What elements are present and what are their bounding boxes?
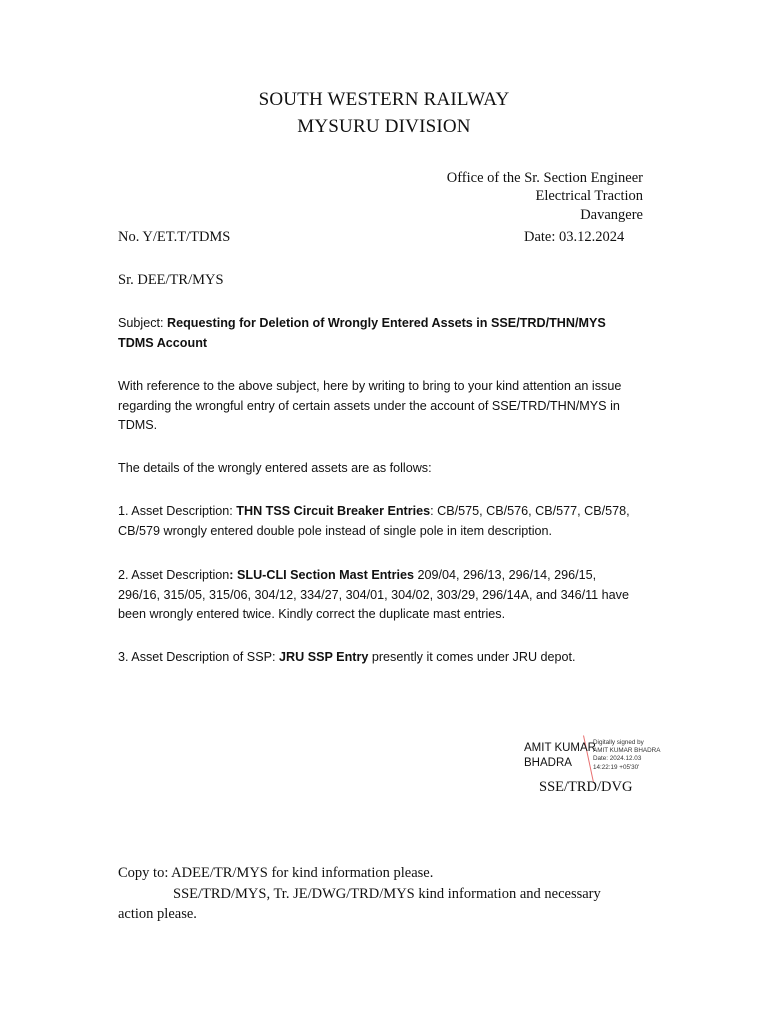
signer-designation: SSE/TRD/DVG <box>539 779 633 795</box>
intro-paragraph: With reference to the above subject, here by writing to bring to your kind attention an issue regarding the wrongful entry of certain assets under the account of SSE/TRD/THN/MYS in TDMS. <box>118 379 622 432</box>
reference-number: No. Y/ET.T/TDMS <box>118 229 231 245</box>
copy-to-line: Copy to: ADEE/TR/MYS for kind information please. <box>118 865 434 881</box>
division-name: MYSURU DIVISION <box>297 116 471 137</box>
signer-name <box>524 741 596 771</box>
item-text: presently it comes under JRU depot. <box>368 650 576 664</box>
item-prefix: 2. Asset Description <box>118 568 230 582</box>
asset-item-2 <box>118 566 638 625</box>
item-prefix: 3. Asset Description of SSP: <box>118 650 279 664</box>
copy-to-recipients: SSE/TRD/MYS, Tr. JE/DWG/TRD/MYS kind information and necessary <box>173 886 601 902</box>
details-intro: The details of the wrongly entered assets are as follows: <box>118 461 432 475</box>
office-title: Office of the Sr. Section Engineer <box>446 170 643 186</box>
item-text: : CB/575, CB/576, CB/577, CB/578, CB/579 wrongly entered double pole instead of single pole in item description. <box>118 504 630 538</box>
signature-meta-line: Date: 2024.12.03 <box>593 755 642 763</box>
organization-name: SOUTH WESTERN RAILWAY <box>258 89 510 110</box>
addressee: Sr. DEE/TR/MYS <box>118 272 224 288</box>
office-department: Electrical Traction <box>535 188 643 204</box>
subject-label: Subject: <box>118 316 168 330</box>
item-title: THN TSS Circuit Breaker Entries <box>236 504 431 518</box>
copy-to-action: action please. <box>118 906 197 922</box>
letter-date: Date: 03.12.2024 <box>524 229 625 245</box>
signer-name-line2: BHADRA <box>524 757 572 769</box>
signer-name-line1: AMIT KUMAR <box>524 742 596 754</box>
signature-meta-line: AMIT KUMAR BHADRA <box>593 747 661 755</box>
signature-meta-line: Digitally signed by <box>593 739 644 746</box>
asset-item-1 <box>118 502 638 541</box>
signature-meta-line: 14:22:19 +05'30' <box>593 763 640 771</box>
item-title: : SLU-CLI Section Mast Entries <box>229 568 415 582</box>
subject-text: Requesting for Deletion of Wrongly Entered Assets in SSE/TRD/THN/MYS TDMS Account <box>118 316 606 350</box>
item-text: 209/04, 296/13, 296/14, 296/15, 296/16, 315/05, 315/06, 304/12, 334/27, 304/01, 304/02, 303/29, 296/14A, and 346/11 have been wrongly entered twice. Kindly correct the duplicate mast entries. <box>118 568 629 621</box>
item-prefix: 1. Asset Description: <box>118 504 237 518</box>
office-location: Davangere <box>580 207 643 223</box>
digital-signature-details <box>593 739 660 772</box>
item-title: JRU SSP Entry <box>279 650 369 664</box>
asset-item-3 <box>118 648 638 668</box>
subject-line <box>118 314 638 353</box>
